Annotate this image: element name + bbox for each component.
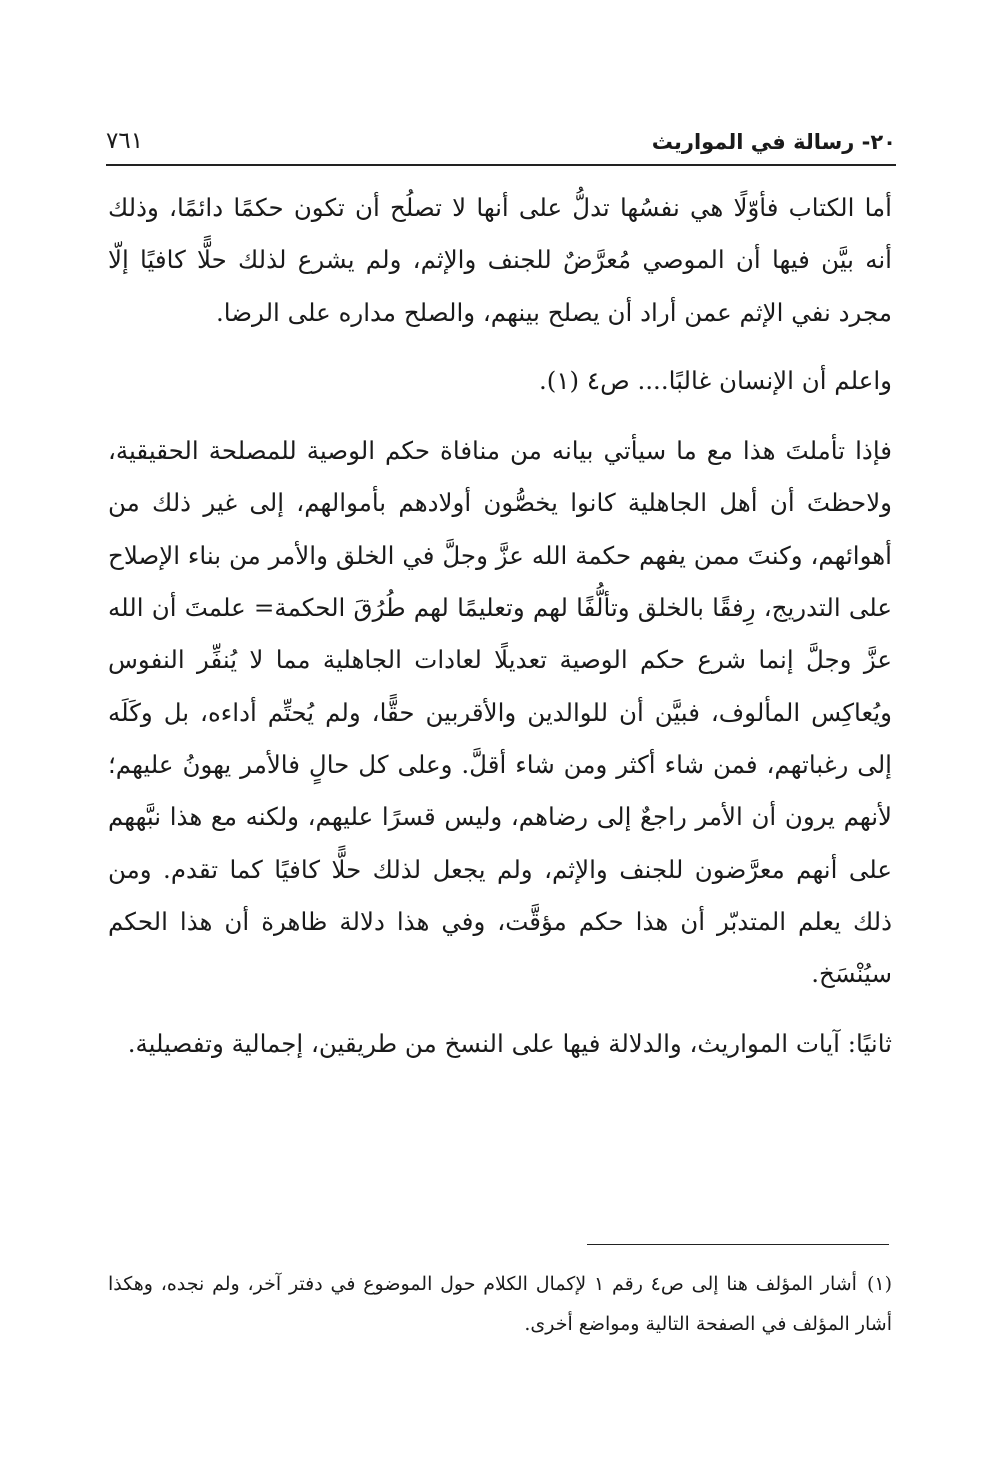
footnote-text (108, 1264, 892, 1344)
running-title: ٢٠- رسالة في المواريث (651, 130, 896, 154)
main-text (108, 182, 892, 1071)
paragraph: أما الكتاب فأوّلًا هي نفسُها تدلُّ على أنها لا تصلُح أن تكون حكمًا دائمًا، وذلك أنه بيَّن فيها أن الموصي مُعرَّضٌ للجنف والإثم، ولم يشرع لذلك حلًّا كافيًا إلّا مجرد نفي الإثم عمن أراد أن يصلح بينهم، والصلح مداره على الرضا. (108, 193, 892, 327)
paragraph: فإذا تأملتَ هذا مع ما سيأتي بيانه من منافاة حكم الوصية للمصلحة الحقيقية، ولاحظتَ أن أهل الجاهلية كانوا يخصُّون أولادهم بأموالهم، إلى غير ذلك من أهوائهم، وكنتَ ممن يفهم حكمة الله عزَّ وجلَّ في الخلق والأمر من بناء الإصلاح على التدريج، رِفقًا بالخلق وتألُّفًا لهم وتعليمًا لهم طُرُقَ الحكمة= علمتَ أن الله عزَّ وجلَّ إنما شرع حكم الوصية تعديلًا لعادات الجاهلية مما لا يُنفِّر النفوس ويُعاكِس المألوف، فبيَّن أن للوالدين والأقربين حقًّا، ولم يُحتِّم أداءه، بل وكَلَه إلى رغباتهم، فمن شاء أكثر ومن شاء أقلَّ. وعلى كل حالٍ فالأمر يهونُ عليهم؛ لأنهم يرون أن الأمر راجعٌ إلى رضاهم، وليس قسرًا عليهم، ولكنه مع هذا نبَّههم على أنهم معرَّضون للجنف والإثم، ولم يجعل لذلك حلًّا كافيًا كما تقدم. ومن ذلك يعلم المتدبّر أن هذا حكم مؤقَّت، وفي هذا دلالة ظاهرة أن هذا الحكم سيُنْسَخ. (108, 436, 892, 989)
paragraph: ثانيًا: آيات المواريث، والدلالة فيها على النسخ من طريقين، إجمالية وتفصيلية. (127, 1029, 892, 1059)
header-divider (106, 164, 896, 166)
paragraph: واعلم أن الإنسان غالبًا.... ص٤ (١). (539, 365, 892, 395)
footnote-divider (587, 1244, 889, 1245)
page-header (106, 128, 896, 168)
footnote-body: أشار المؤلف هنا إلى ص٤ رقم ١ لإكمال الكلام حول الموضوع في دفتر آخر، ولم نجده، وهكذا أشار المؤلف في الصفحة التالية ومواضع أخرى. (108, 1273, 892, 1335)
footnote-marker: (١) (866, 1273, 892, 1295)
footnote (108, 1264, 892, 1344)
page-number: ٧٦١ (106, 128, 144, 154)
